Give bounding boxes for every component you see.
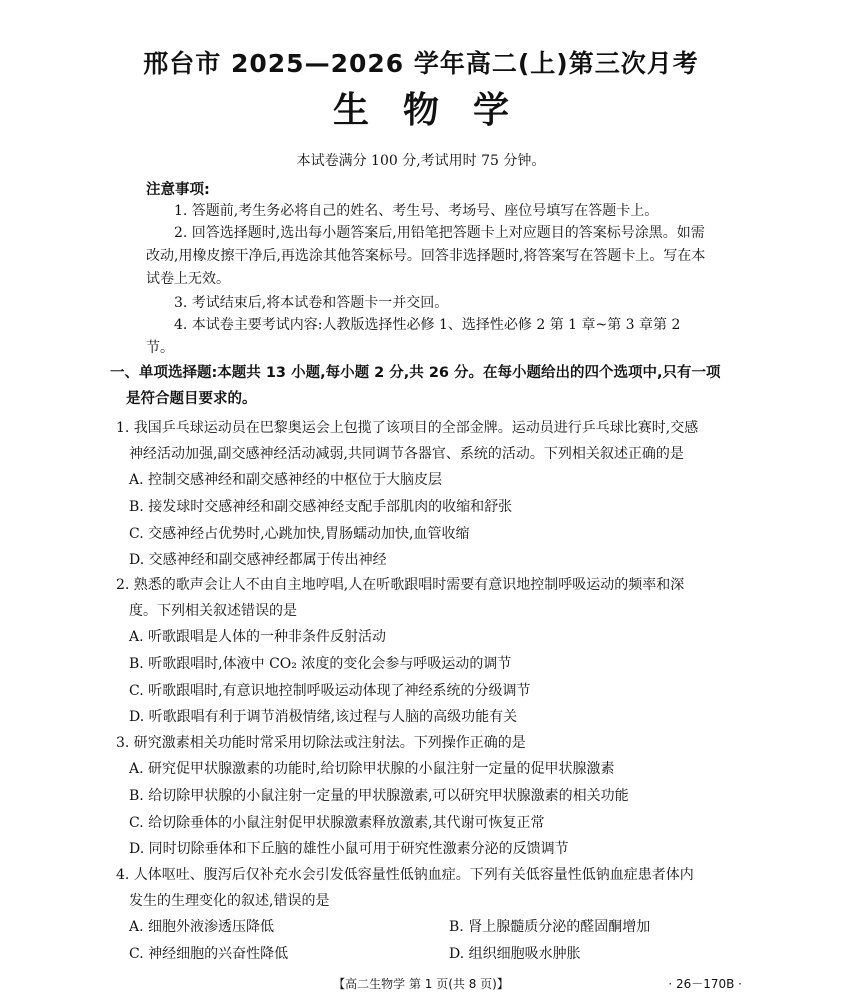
section-heading [110, 360, 750, 412]
exam-title: 邢台市 2025—2026 学年高二(上)第三次月考 [143, 49, 699, 78]
option-c: C. 交感神经占优势时,心跳加快,胃肠蠕动加快,血管收缩 [129, 525, 470, 542]
options-grid [116, 914, 746, 967]
footer-page-label: 【高二生物学 第 1 页(共 8 页)】 [333, 977, 509, 991]
question-3 [116, 730, 746, 863]
exam-subject: 生物学 [332, 90, 543, 131]
question-stem-line2: 发生的生理变化的叙述,错误的是 [129, 893, 330, 909]
section-heading-line2: 是符合题目要求的。 [126, 391, 257, 407]
option-d: D. 交感神经和副交感神经都属于传出神经 [129, 552, 387, 569]
option-a: A. 控制交感神经和副交感神经的中枢位于大脑皮层 [129, 472, 443, 488]
notice-item-2: 2. 回答选择题时,选出每小题答案后,用铅笔把答题卡上对应题目的答案标号涂黑。如需改动,用橡皮擦干净后,再选涂其他答案标号。回答非选择题时,将答案写在答题卡上。写在本试卷上无效。 [146, 225, 706, 287]
notice-item-1: 1. 答题前,考生务必将自己的姓名、考生号、考场号、座位号填写在答题卡上。 [174, 203, 659, 219]
question-stem-line1: 2. 熟悉的歌声会让人不由自主地哼唱,人在听歌跟唱时需要有意识地控制呼吸运动的频率和深 [116, 577, 685, 593]
option-d: D. 听歌跟唱有利于调节消极情绪,该过程与人脑的高级功能有关 [129, 709, 518, 726]
question-4 [116, 862, 746, 967]
option-a: A. 细胞外液渗透压降低 [129, 919, 275, 935]
question-stem-line2: 度。下列相关叙述错误的是 [129, 603, 297, 619]
question-2 [116, 572, 746, 731]
option-d: D. 组织细胞吸水肿胀 [449, 945, 581, 962]
question-stem-line1: 3. 研究激素相关功能时常采用切除法或注射法。下列操作正确的是 [116, 735, 526, 751]
question-stem-line1: 1. 我国乒乓球运动员在巴黎奥运会上包揽了该项目的全部金牌。运动员进行乒乓球比赛时,交感 [116, 420, 699, 436]
option-c: C. 听歌跟唱时,有意识地控制呼吸运动体现了神经系统的分级调节 [129, 682, 531, 699]
option-b: B. 给切除甲状腺的小鼠注射一定量的甲状腺激素,可以研究甲状腺激素的相关功能 [129, 787, 629, 804]
option-a: A. 听歌跟唱是人体的一种非条件反射活动 [129, 629, 387, 645]
option-b: B. 接发球时交感神经和副交感神经支配手部肌肉的收缩和舒张 [129, 498, 513, 515]
option-b: B. 肾上腺髓质分泌的醛固酮增加 [449, 919, 651, 935]
exam-info: 本试卷满分 100 分,考试用时 75 分钟。 [296, 153, 546, 169]
option-c: C. 神经细胞的兴奋性降低 [129, 945, 289, 962]
option-b: B. 听歌跟唱时,体液中 CO₂ 浓度的变化会参与呼吸运动的调节 [129, 655, 512, 672]
option-c: C. 给切除垂体的小鼠注射促甲状腺激素释放激素,其代谢可恢复正常 [129, 814, 545, 831]
notice-item-3: 3. 考试结束后,将本试卷和答题卡一并交回。 [174, 295, 449, 311]
option-d: D. 同时切除垂体和下丘脑的雄性小鼠可用于研究性激素分泌的反馈调节 [129, 841, 569, 858]
notice-heading: 注意事项: [146, 182, 210, 198]
section-heading-line1: 一、单项选择题:本题共 13 小题,每小题 2 分,共 26 分。在每小题给出的四个选项中,只有一项 [110, 365, 721, 381]
notice-item-4: 4. 本试卷主要考试内容:人教版选择性必修 1、选择性必修 2 第 1 章~第 3 章第 2 节。 [146, 317, 681, 356]
question-stem-line1: 4. 人体呕吐、腹泻后仅补充水会引发低容量性低钠血症。下列有关低容量性低钠血症患者体内 [116, 867, 694, 883]
question-stem-line2: 神经活动加强,副交感神经活动减弱,共同调节各器官、系统的活动。下列相关叙述正确的是 [129, 446, 684, 462]
question-1 [116, 415, 746, 574]
footer-exam-code: · 26－170B · [668, 977, 742, 991]
option-a: A. 研究促甲状腺激素的功能时,给切除甲状腺的小鼠注射一定量的促甲状腺激素 [129, 761, 615, 777]
